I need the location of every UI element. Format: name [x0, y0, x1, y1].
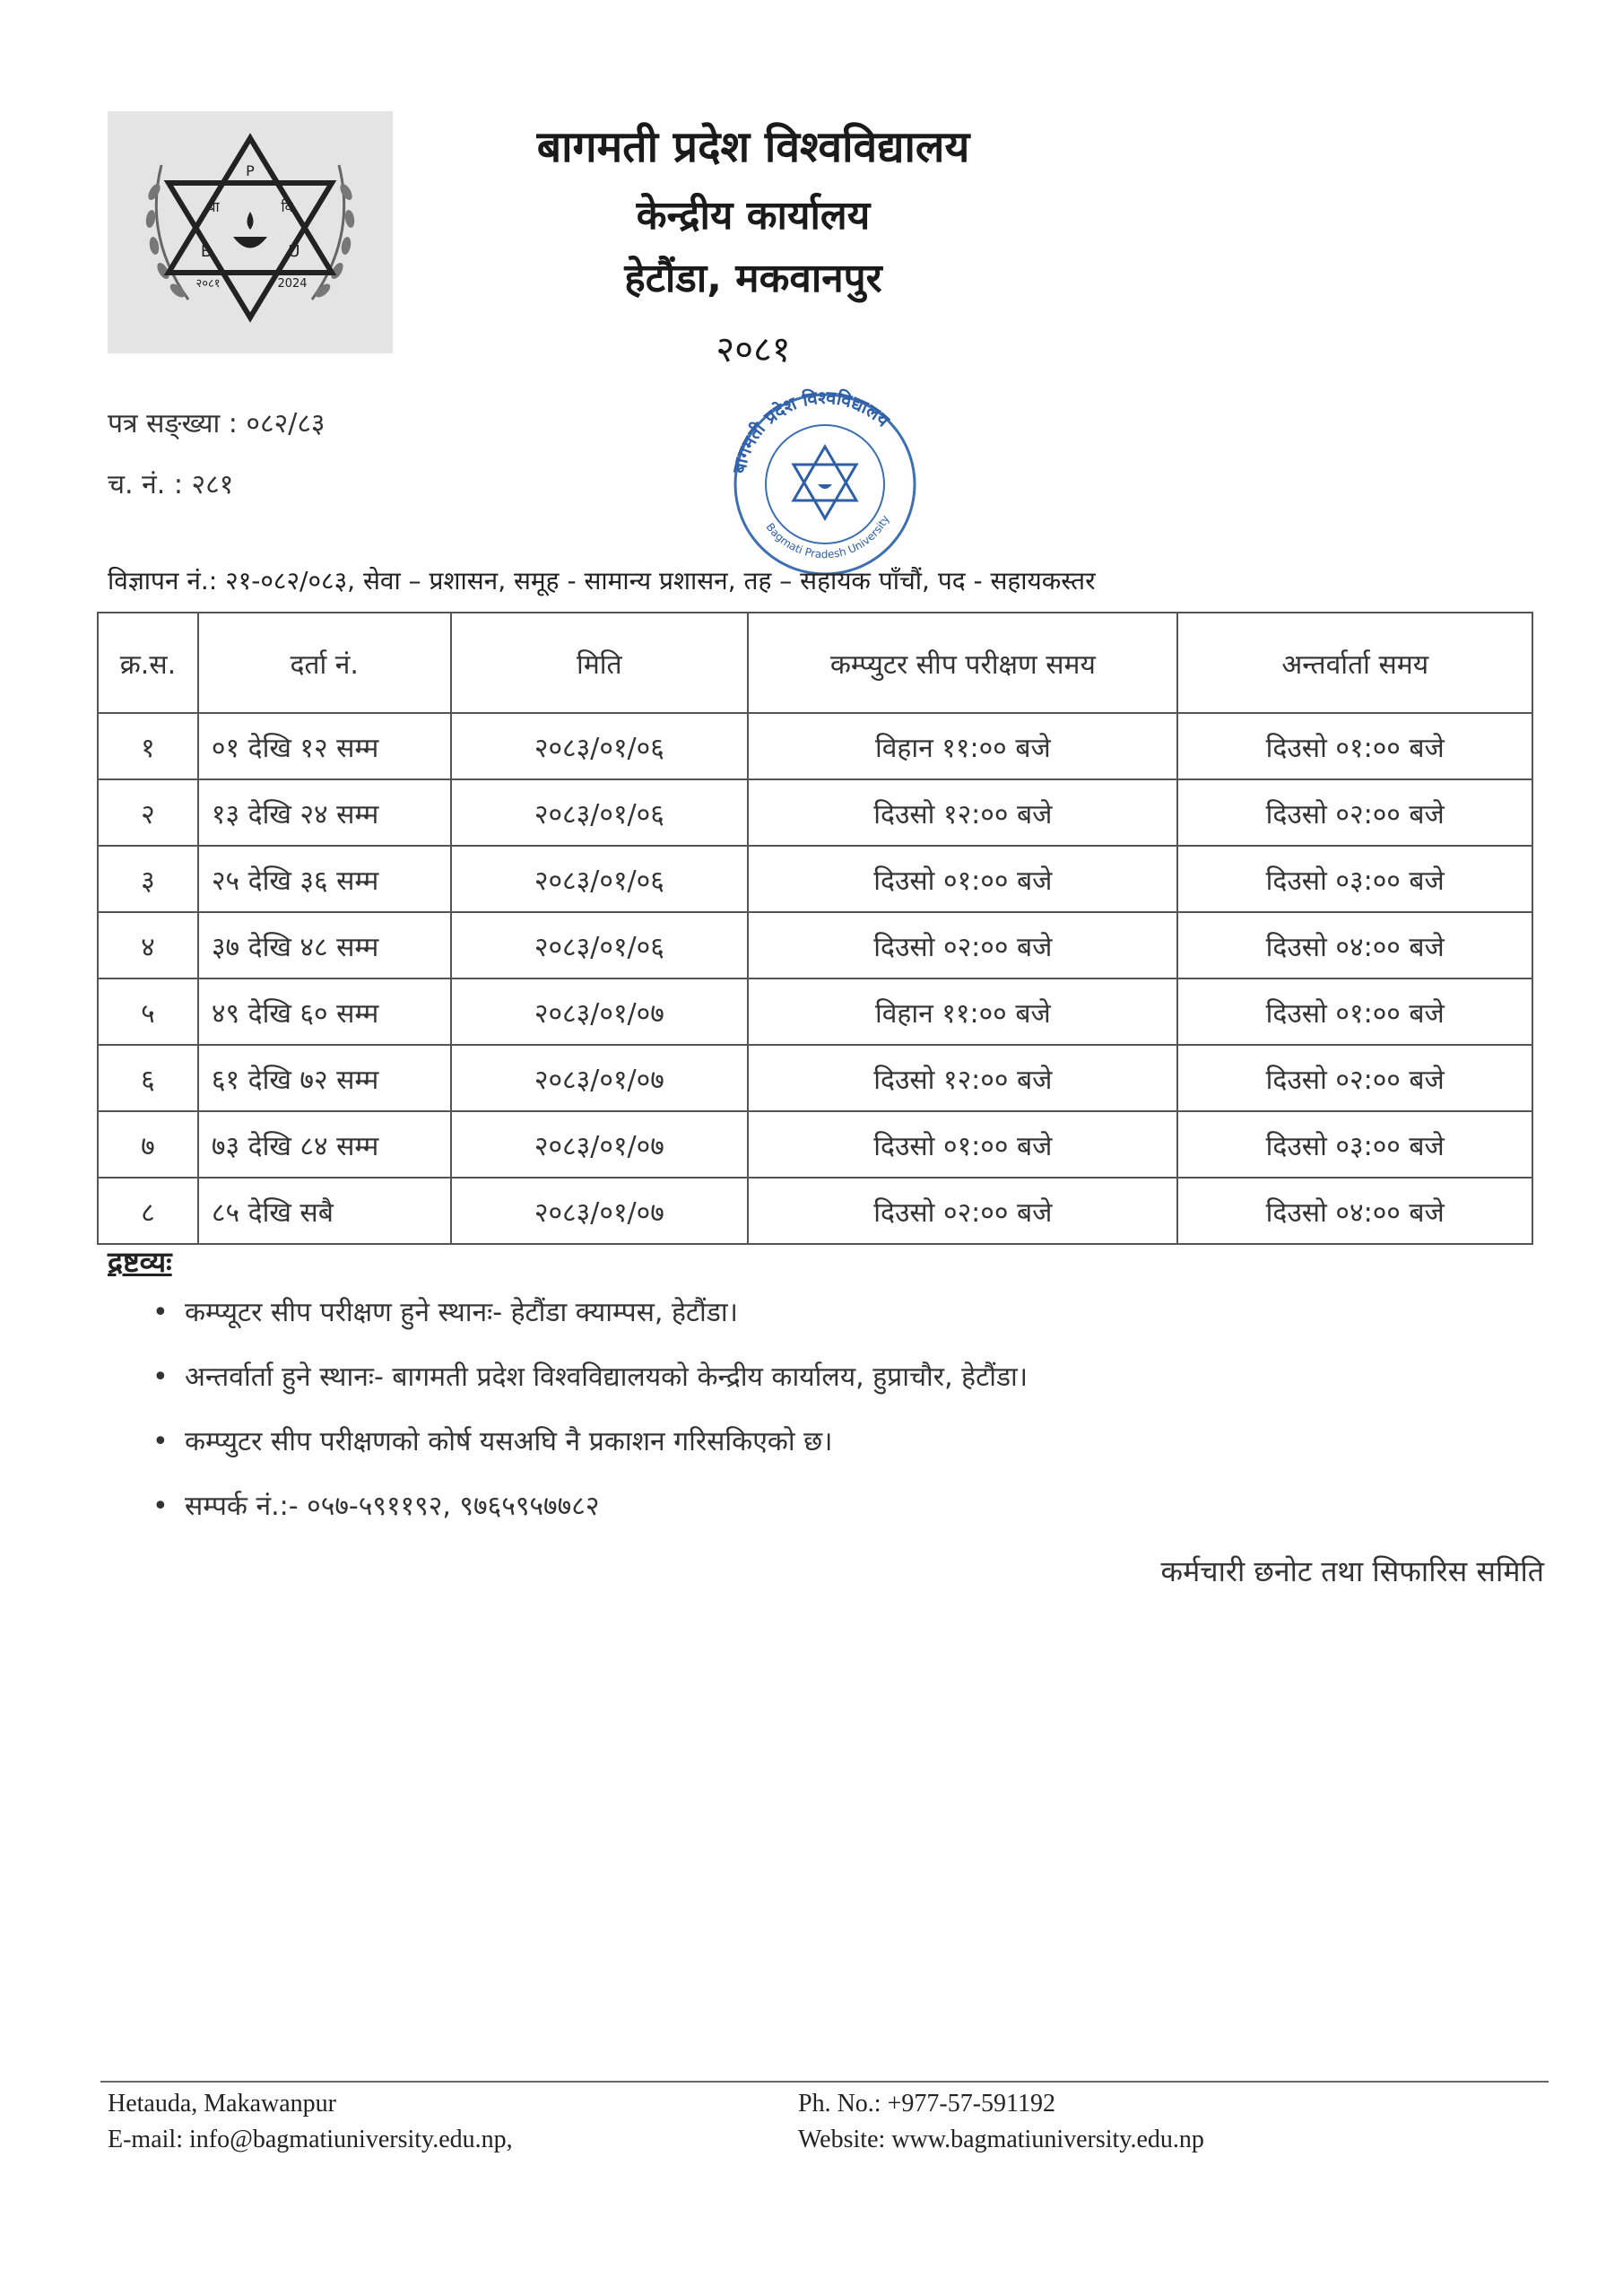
logo-u-letter: U	[288, 242, 300, 261]
cell-serial: ६	[98, 1045, 198, 1111]
note-text: कम्प्युटर सीप परीक्षणको कोर्ष यसअघि नै प्रकाशन गरिसकिएको छ।	[185, 1426, 833, 1457]
col-header-registration: दर्ता नं.	[198, 613, 451, 713]
note-text: कम्प्यूटर सीप परीक्षण हुने स्थानः- हेटौंडा क्याम्पस, हेटौंडा।	[185, 1297, 738, 1328]
cell-computer-test-time: दिउसो १२:०० बजे	[748, 779, 1177, 846]
letter-number: पत्र सङ्ख्या : ०८२/८३	[108, 408, 325, 439]
cell-date: २०८३/०१/०६	[451, 846, 749, 912]
cell-registration: १३ देखि २४ सम्म	[198, 779, 451, 846]
seal-subtext: Bagmati Pradesh University	[763, 513, 892, 561]
cell-date: २०८३/०१/०६	[451, 912, 749, 978]
table-row	[98, 978, 1532, 1045]
cell-registration: ३७ देखि ४८ सम्म	[198, 912, 451, 978]
table-row	[98, 846, 1532, 912]
cell-registration: ७३ देखि ८४ सम्म	[198, 1111, 451, 1178]
university-logo	[108, 111, 393, 353]
cell-registration: ८५ देखि सबै	[198, 1178, 451, 1244]
cell-computer-test-time: विहान ११:०० बजे	[748, 713, 1177, 779]
table-row	[98, 1111, 1532, 1178]
cell-date: २०८३/०१/०६	[451, 713, 749, 779]
logo-top-left-letter: बा	[207, 198, 220, 215]
col-header-serial: क्र.स.	[98, 613, 198, 713]
bullet-icon: •	[152, 1361, 169, 1393]
logo-b-letter: B	[200, 242, 213, 261]
cell-interview-time: दिउसो ०३:०० बजे	[1177, 846, 1532, 912]
cell-interview-time: दिउसो ०४:०० बजे	[1177, 1178, 1532, 1244]
cell-interview-time: दिउसो ०२:०० बजे	[1177, 1045, 1532, 1111]
table-header-row	[98, 613, 1532, 713]
cell-date: २०८३/०१/०७	[451, 1111, 749, 1178]
table-row	[98, 713, 1532, 779]
cell-date: २०८३/०१/०७	[451, 978, 749, 1045]
cell-computer-test-time: विहान ११:०० बजे	[748, 978, 1177, 1045]
bullet-icon: •	[152, 1297, 169, 1328]
cell-registration: २५ देखि ३६ सम्म	[198, 846, 451, 912]
cell-interview-time: दिउसो ०२:०० बजे	[1177, 779, 1532, 846]
seal-text: बागमती प्रदेश विश्वविद्यालय	[727, 386, 894, 475]
advertisement-details: विज्ञापन नं.: २१-०८२/०८३, सेवा – प्रशासन, समूह - सामान्य प्रशासन, तह – सहायक पाँचौं, पद - सहायकस्तर	[108, 566, 1096, 596]
cell-serial: १	[98, 713, 198, 779]
note-text: सम्पर्क नं.:- ०५७-५९११९२, ९७६५९५७७८२	[185, 1491, 600, 1522]
bullet-icon: •	[152, 1491, 169, 1522]
office-name: केन्द्रीय कार्यालय	[636, 193, 871, 239]
cell-serial: ४	[98, 912, 198, 978]
footer-divider	[100, 2081, 1549, 2083]
cell-date: २०८३/०१/०६	[451, 779, 749, 846]
seal-graphic	[708, 368, 942, 583]
cell-registration: ६१ देखि ७२ सम्म	[198, 1045, 451, 1111]
footer-address: Hetauda, Makawanpur	[108, 2090, 337, 2118]
cell-computer-test-time: दिउसो १२:०० बजे	[748, 1045, 1177, 1111]
footer-phone: Ph. No.: +977-57-591192	[798, 2090, 1055, 2118]
notes-title: द्रष्टव्यः	[108, 1245, 172, 1279]
cell-serial: ७	[98, 1111, 198, 1178]
notes-list	[152, 1281, 1028, 1539]
logo-top-letter: P	[246, 162, 255, 179]
cell-date: २०८३/०१/०७	[451, 1178, 749, 1244]
footer-email: E-mail: info@bagmatiuniversity.edu.np,	[108, 2126, 513, 2153]
cell-registration: ४९ देखि ६० सम्म	[198, 978, 451, 1045]
cell-serial: २	[98, 779, 198, 846]
col-header-computer-test-time: कम्प्युटर सीप परीक्षण समय	[748, 613, 1177, 713]
cell-date: २०८३/०१/०७	[451, 1045, 749, 1111]
office-location: हेटौंडा, मकवानपुर	[624, 256, 882, 301]
dispatch-number: च. नं. : २८१	[108, 469, 234, 500]
committee-signature: कर्मचारी छनोट तथा सिफारिस समिति	[1160, 1554, 1544, 1588]
cell-interview-time: दिउसो ०३:०० बजे	[1177, 1111, 1532, 1178]
university-seal	[708, 368, 942, 583]
note-text: अन्तर्वार्ता हुने स्थानः- बागमती प्रदेश विश्वविद्यालयको केन्द्रीय कार्यालय, हुप्राचौर, हेटौंडा।	[185, 1361, 1028, 1393]
cell-computer-test-time: दिउसो ०२:०० बजे	[748, 912, 1177, 978]
table-row	[98, 912, 1532, 978]
list-item	[152, 1345, 1028, 1410]
university-name: बागमती प्रदेश विश्वविद्यालय	[536, 122, 970, 172]
list-item	[152, 1410, 1028, 1474]
establishment-year: २०८१	[716, 329, 791, 370]
col-header-interview-time: अन्तर्वार्ता समय	[1177, 613, 1532, 713]
table-row	[98, 1178, 1532, 1244]
table-row	[98, 1045, 1532, 1111]
cell-serial: ८	[98, 1178, 198, 1244]
cell-computer-test-time: दिउसो ०२:०० बजे	[748, 1178, 1177, 1244]
logo-top-right-letter: वि	[281, 198, 293, 215]
list-item	[152, 1281, 1028, 1345]
cell-registration: ०१ देखि १२ सम्म	[198, 713, 451, 779]
cell-interview-time: दिउसो ०१:०० बजे	[1177, 978, 1532, 1045]
table-row	[98, 779, 1532, 846]
cell-interview-time: दिउसो ०१:०० बजे	[1177, 713, 1532, 779]
bullet-icon: •	[152, 1426, 169, 1457]
logo-year-bs: २०८१	[195, 277, 221, 291]
schedule-table	[97, 612, 1533, 1245]
cell-serial: ५	[98, 978, 198, 1045]
footer-website: Website: www.bagmatiuniversity.edu.np	[798, 2126, 1204, 2153]
col-header-date: मिति	[451, 613, 749, 713]
cell-serial: ३	[98, 846, 198, 912]
logo-year-ad: 2024	[277, 277, 308, 291]
cell-computer-test-time: दिउसो ०१:०० बजे	[748, 846, 1177, 912]
cell-interview-time: दिउसो ०४:०० बजे	[1177, 912, 1532, 978]
university-logo-graphic	[108, 111, 393, 353]
cell-computer-test-time: दिउसो ०१:०० बजे	[748, 1111, 1177, 1178]
list-item	[152, 1474, 1028, 1539]
